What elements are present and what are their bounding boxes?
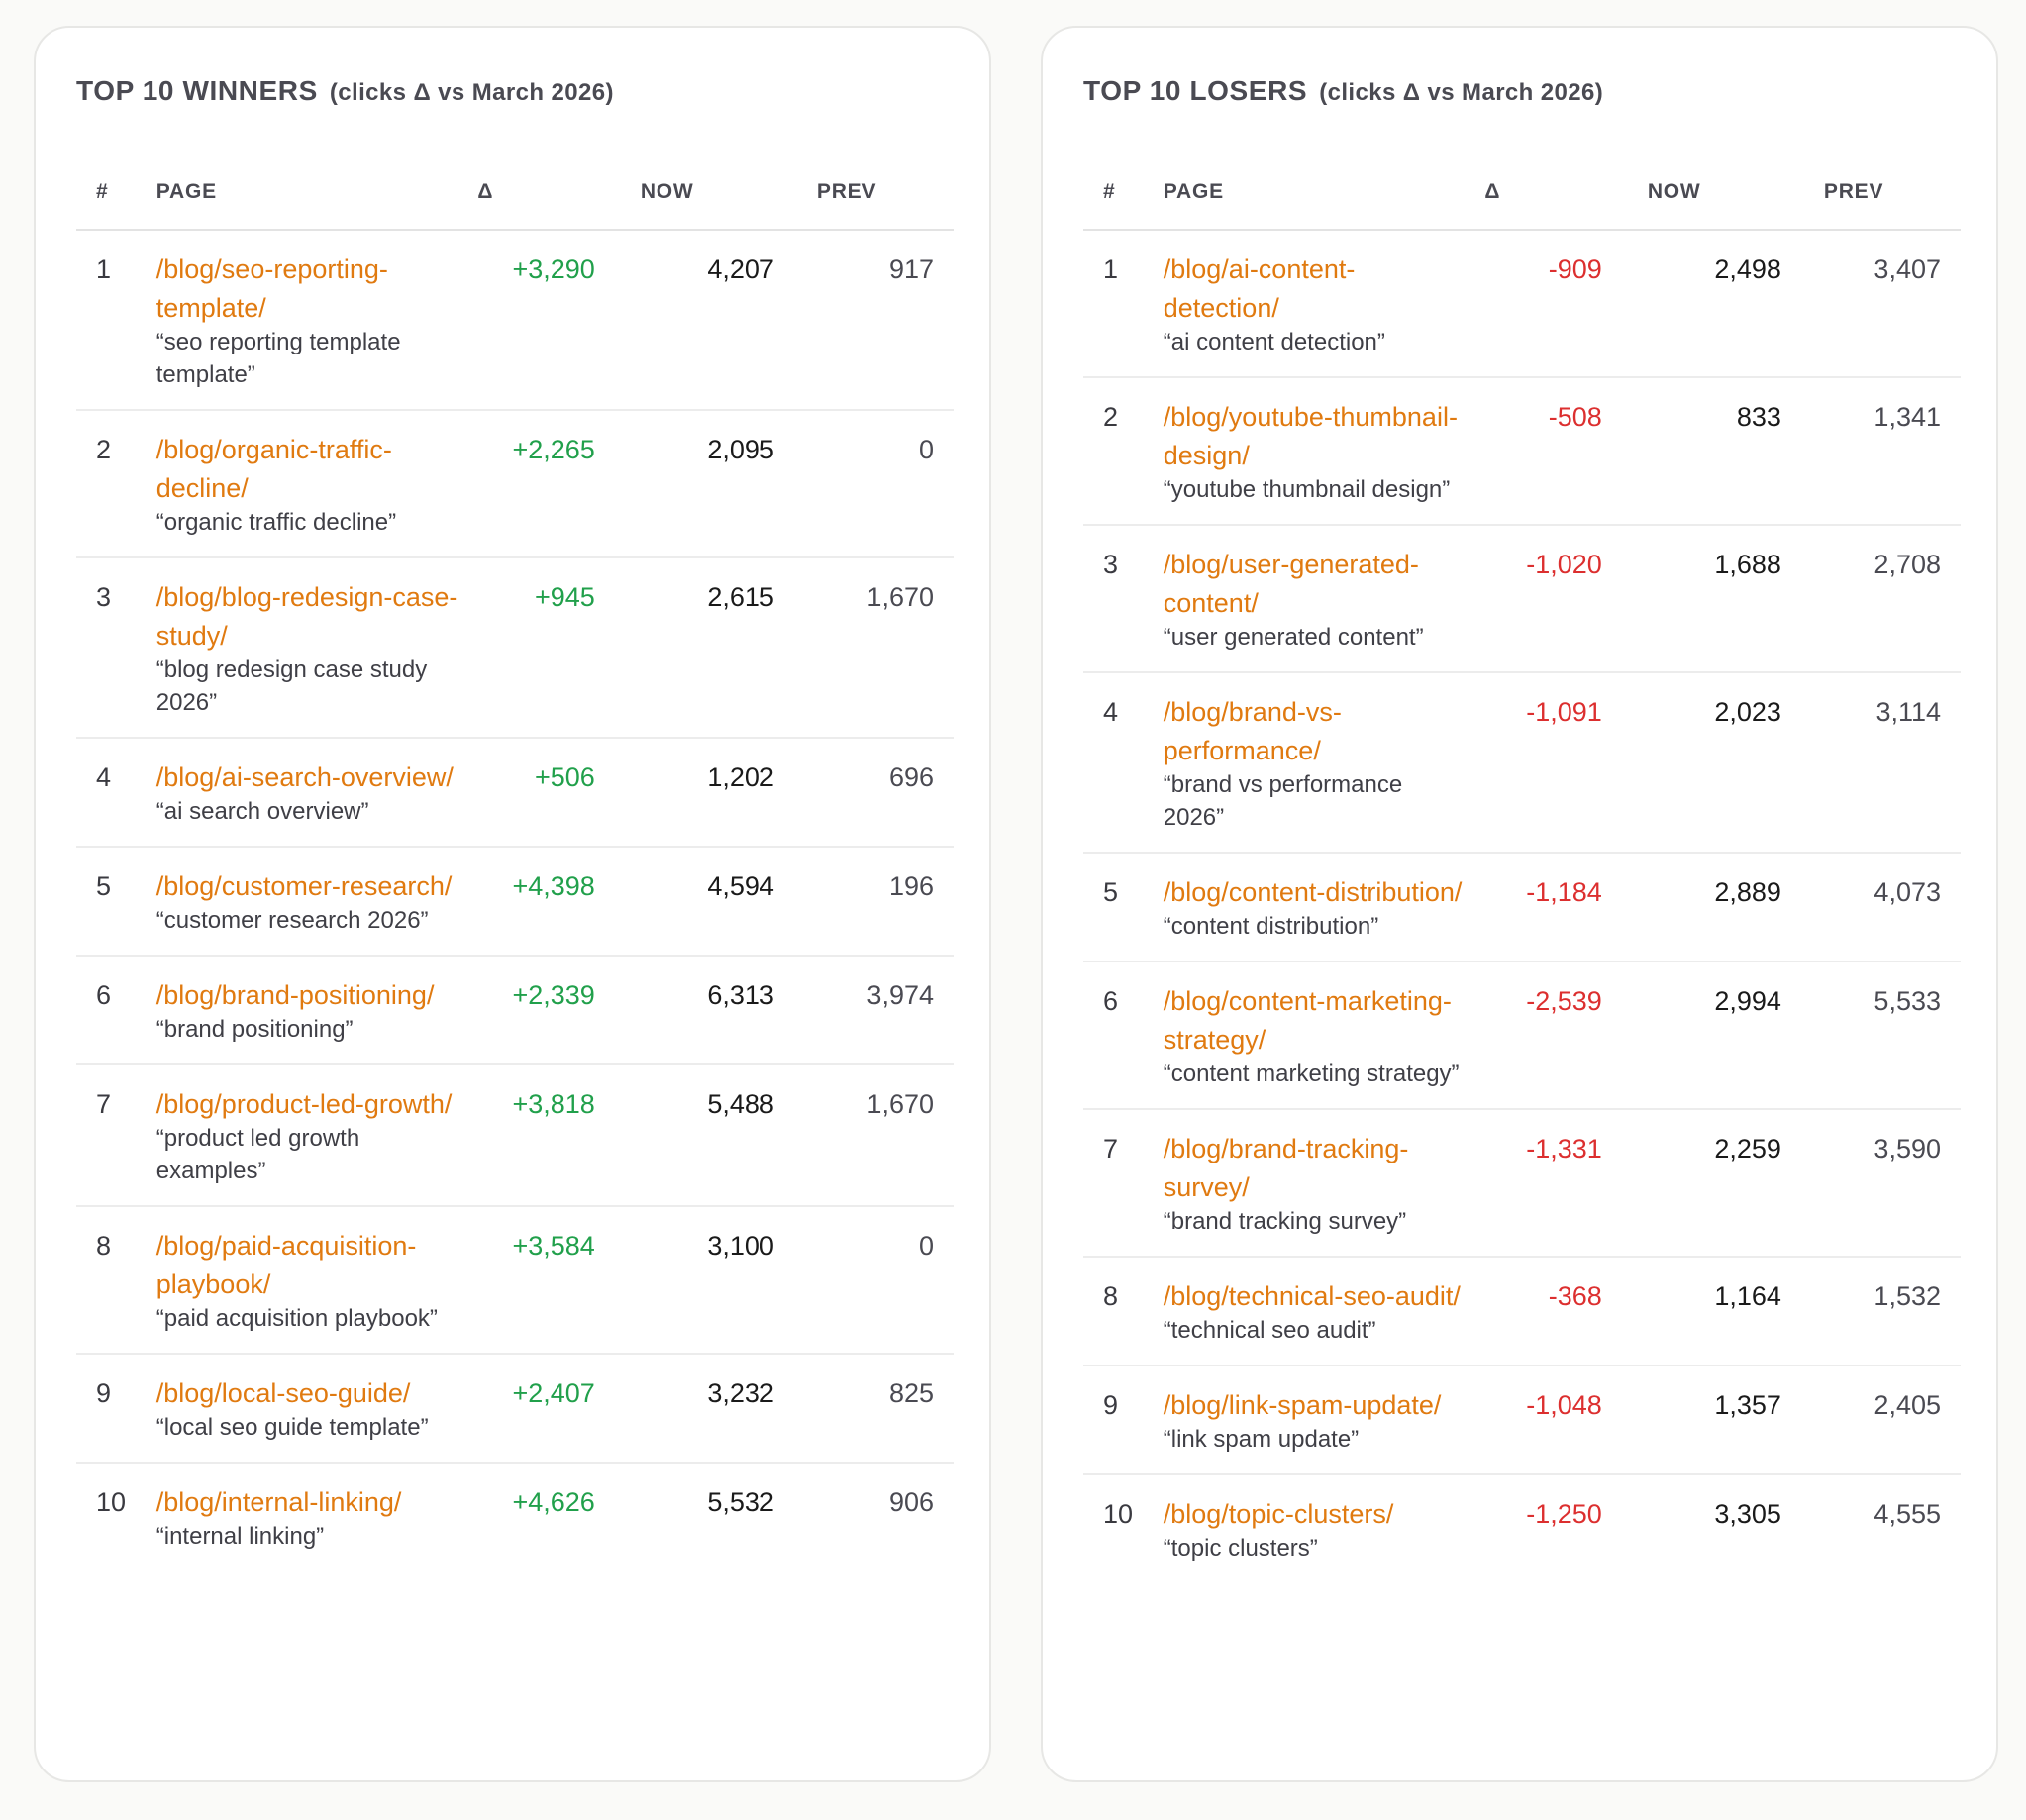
losers-panel: [1041, 26, 1998, 1782]
page-query: “paid acquisition playbook”: [155, 1305, 438, 1332]
page-url-link[interactable]: /blog/ai-search-overview/: [155, 762, 454, 792]
losers-rows: [1083, 230, 1961, 1582]
page-query: “technical seo audit”: [1163, 1317, 1376, 1344]
row-now: 5,532: [707, 1487, 774, 1517]
table-row: [76, 1463, 954, 1570]
row-page-cell: [1163, 1365, 1472, 1474]
row-delta: +2,407: [464, 1354, 594, 1463]
row-rank: 2: [1083, 377, 1163, 525]
row-now: 2,023: [1602, 672, 1781, 853]
page-url-link[interactable]: /blog/technical-seo-audit/: [1163, 1281, 1461, 1311]
row-rank: 4: [76, 738, 155, 847]
row-rank: 7: [1083, 1109, 1163, 1257]
losers-subheading: (clicks Δ vs March 2026): [1319, 79, 1604, 106]
table-row: [1083, 230, 1961, 377]
row-now: 3,305: [1714, 1499, 1781, 1529]
col-header-page: PAGE: [155, 154, 465, 230]
row-prev: 4,555: [1874, 1499, 1941, 1529]
row-delta: -1,048: [1471, 1365, 1601, 1474]
col-header-prev: PREV: [1781, 154, 1961, 230]
row-page-cell: [1163, 1474, 1472, 1582]
losers-header-row: [1083, 154, 1961, 230]
row-prev: 5,533: [1781, 961, 1961, 1109]
row-page-cell: [1163, 525, 1472, 672]
row-now: 1,688: [1602, 525, 1781, 672]
page-query: “blog redesign case study 2026”: [155, 657, 428, 716]
row-prev: 3,974: [774, 956, 954, 1064]
row-rank: 5: [1083, 853, 1163, 961]
winners-header-row: [76, 154, 954, 230]
row-now: 2,615: [595, 557, 774, 738]
row-delta: -1,331: [1471, 1109, 1601, 1257]
losers-title: [1083, 75, 1603, 107]
row-prev: 196: [774, 847, 954, 956]
winners-panel: [34, 26, 991, 1782]
row-now: 2,095: [595, 410, 774, 557]
page-url-link[interactable]: /blog/internal-linking/: [155, 1487, 402, 1517]
row-now: 2,889: [1602, 853, 1781, 961]
row-prev: 1,670: [774, 1064, 954, 1206]
row-page-cell: [1163, 1109, 1472, 1257]
row-delta: -368: [1471, 1257, 1601, 1365]
page-query: “product led growth examples”: [155, 1125, 360, 1184]
row-delta: +3,818: [464, 1064, 594, 1206]
page-url-link[interactable]: /blog/youtube-thumbnail-design/: [1163, 402, 1458, 470]
table-row: [1083, 377, 1961, 525]
row-delta: -508: [1471, 377, 1601, 525]
page-url-link[interactable]: /blog/blog-redesign-case-study/: [155, 582, 458, 651]
row-prev: 1,532: [1781, 1257, 1961, 1365]
winners-rows: [76, 230, 954, 1570]
row-now: 5,488: [595, 1064, 774, 1206]
page-query: “link spam update”: [1163, 1426, 1360, 1453]
row-prev: 1,670: [774, 557, 954, 738]
table-row: [76, 847, 954, 956]
row-rank: 7: [76, 1064, 155, 1206]
page-query: “local seo guide template”: [155, 1414, 429, 1441]
row-page-cell: [155, 956, 465, 1064]
row-prev: 3,407: [1781, 230, 1961, 377]
col-header-rank: #: [76, 154, 155, 230]
page-url-link[interactable]: /blog/topic-clusters/: [1163, 1499, 1394, 1529]
page-url-link[interactable]: /blog/ai-content-detection/: [1163, 254, 1356, 323]
page-url-link[interactable]: /blog/customer-research/: [155, 871, 453, 901]
row-prev: 917: [774, 230, 954, 410]
row-now: 3,100: [595, 1206, 774, 1354]
row-prev: 2,405: [1781, 1365, 1961, 1474]
row-delta: +506: [464, 738, 594, 847]
row-page-cell: [1163, 377, 1472, 525]
row-prev: 4,073: [1781, 853, 1961, 961]
row-page-cell: [155, 1206, 465, 1354]
row-page-cell: [155, 738, 465, 847]
winners-table: [76, 154, 954, 1570]
page-query: “ai content detection”: [1163, 329, 1385, 355]
page-query: “organic traffic decline”: [155, 509, 397, 536]
row-prev: 3,590: [1781, 1109, 1961, 1257]
page-url-link[interactable]: /blog/product-led-growth/: [155, 1089, 453, 1119]
row-delta: -1,091: [1471, 672, 1601, 853]
page-url-link[interactable]: /blog/user-generated-content/: [1163, 550, 1419, 618]
row-delta: +3,584: [464, 1206, 594, 1354]
row-rank: 10: [1103, 1499, 1134, 1529]
table-row: [76, 738, 954, 847]
row-rank: 4: [1083, 672, 1163, 853]
row-page-cell: [1163, 1257, 1472, 1365]
row-delta: -2,539: [1471, 961, 1601, 1109]
winners-heading: TOP 10 WINNERS: [76, 75, 318, 106]
row-rank: 6: [76, 956, 155, 1064]
page-query: “brand positioning”: [155, 1016, 354, 1043]
col-header-page: PAGE: [1163, 154, 1472, 230]
row-page-cell: [155, 1354, 465, 1463]
table-row: [1083, 1257, 1961, 1365]
row-rank: 8: [76, 1206, 155, 1354]
table-row: [1083, 1365, 1961, 1474]
page-query: “content distribution”: [1163, 913, 1379, 940]
row-delta: +2,339: [464, 956, 594, 1064]
row-delta: +4,398: [464, 847, 594, 956]
page-query: “internal linking”: [155, 1523, 325, 1550]
losers-heading: TOP 10 LOSERS: [1083, 75, 1308, 106]
table-row: [76, 557, 954, 738]
page-query: “topic clusters”: [1163, 1535, 1318, 1562]
row-page-cell: [155, 1064, 465, 1206]
row-page-cell: [1163, 853, 1472, 961]
page-url-link[interactable]: /blog/link-spam-update/: [1163, 1390, 1442, 1420]
row-page-cell: [1163, 961, 1472, 1109]
col-header-delta: Δ: [1471, 154, 1601, 230]
row-now: 2,498: [1602, 230, 1781, 377]
row-page-cell: [155, 410, 465, 557]
row-prev: 0: [774, 1206, 954, 1354]
page-url-link[interactable]: /blog/brand-positioning/: [155, 980, 435, 1010]
page-url-link[interactable]: /blog/content-distribution/: [1163, 877, 1463, 907]
row-rank: 2: [76, 410, 155, 557]
page-url-link[interactable]: /blog/brand-vs-performance/: [1163, 697, 1342, 765]
col-header-rank: #: [1083, 154, 1163, 230]
row-now: 4,207: [595, 230, 774, 410]
row-delta: +945: [464, 557, 594, 738]
row-rank: 9: [76, 1354, 155, 1463]
winners-subheading: (clicks Δ vs March 2026): [329, 79, 614, 106]
page-url-link[interactable]: /blog/paid-acquisition-playbook/: [155, 1231, 417, 1299]
page-url-link[interactable]: /blog/brand-tracking-survey/: [1163, 1134, 1409, 1202]
table-row: [76, 230, 954, 410]
page-url-link[interactable]: /blog/content-marketing-strategy/: [1163, 986, 1452, 1055]
row-prev: 696: [774, 738, 954, 847]
row-prev: 906: [888, 1487, 934, 1517]
table-row: [1083, 672, 1961, 853]
row-prev: 2,708: [1781, 525, 1961, 672]
table-row: [1083, 1474, 1961, 1582]
table-row: [76, 1206, 954, 1354]
row-rank: 8: [1083, 1257, 1163, 1365]
row-now: 833: [1602, 377, 1781, 525]
col-header-now: NOW: [595, 154, 774, 230]
page-query: “ai search overview”: [155, 798, 369, 825]
page-query: “brand tracking survey”: [1163, 1208, 1407, 1235]
row-delta: -1,250: [1526, 1499, 1602, 1529]
row-delta: +3,290: [464, 230, 594, 410]
row-rank: 9: [1083, 1365, 1163, 1474]
page-query: “youtube thumbnail design”: [1163, 476, 1451, 503]
row-rank: 3: [1083, 525, 1163, 672]
row-now: 3,232: [595, 1354, 774, 1463]
row-now: 1,202: [595, 738, 774, 847]
winners-title: [76, 75, 614, 107]
table-row: [76, 410, 954, 557]
row-prev: 0: [774, 410, 954, 557]
row-delta: -1,184: [1471, 853, 1601, 961]
row-now: 2,994: [1602, 961, 1781, 1109]
row-now: 4,594: [595, 847, 774, 956]
row-rank: 6: [1083, 961, 1163, 1109]
page-query: “user generated content”: [1163, 624, 1424, 651]
row-delta: +2,265: [464, 410, 594, 557]
losers-table: [1083, 154, 1961, 1582]
row-now: 2,259: [1602, 1109, 1781, 1257]
table-row: [1083, 525, 1961, 672]
row-page-cell: [155, 847, 465, 956]
table-row: [76, 956, 954, 1064]
page-url-link[interactable]: /blog/seo-reporting-template/: [155, 254, 388, 323]
row-rank: 5: [76, 847, 155, 956]
row-rank: 10: [96, 1487, 127, 1517]
col-header-now: NOW: [1602, 154, 1781, 230]
col-header-prev: PREV: [774, 154, 954, 230]
table-row: [1083, 961, 1961, 1109]
row-page-cell: [155, 230, 465, 410]
row-page-cell: [155, 557, 465, 738]
row-page-cell: [1163, 230, 1472, 377]
row-rank: 1: [1083, 230, 1163, 377]
col-header-delta: Δ: [464, 154, 594, 230]
row-now: 1,164: [1602, 1257, 1781, 1365]
row-prev: 1,341: [1781, 377, 1961, 525]
page-query: “brand vs performance 2026”: [1163, 771, 1403, 831]
row-delta: -1,020: [1471, 525, 1601, 672]
row-now: 1,357: [1602, 1365, 1781, 1474]
page-url-link[interactable]: /blog/local-seo-guide/: [155, 1378, 411, 1408]
page-url-link[interactable]: /blog/organic-traffic-decline/: [155, 435, 392, 503]
table-row: [1083, 853, 1961, 961]
row-rank: 1: [76, 230, 155, 410]
row-page-cell: [1163, 672, 1472, 853]
row-prev: 3,114: [1781, 672, 1961, 853]
table-row: [76, 1064, 954, 1206]
row-delta: +4,626: [512, 1487, 595, 1517]
row-page-cell: [155, 1463, 465, 1570]
table-row: [1083, 1109, 1961, 1257]
row-now: 6,313: [595, 956, 774, 1064]
row-rank: 3: [76, 557, 155, 738]
page-query: “content marketing strategy”: [1163, 1061, 1460, 1087]
row-prev: 825: [774, 1354, 954, 1463]
page-query: “customer research 2026”: [155, 907, 429, 934]
table-row: [76, 1354, 954, 1463]
page-query: “seo reporting template template”: [155, 329, 401, 388]
row-delta: -909: [1471, 230, 1601, 377]
